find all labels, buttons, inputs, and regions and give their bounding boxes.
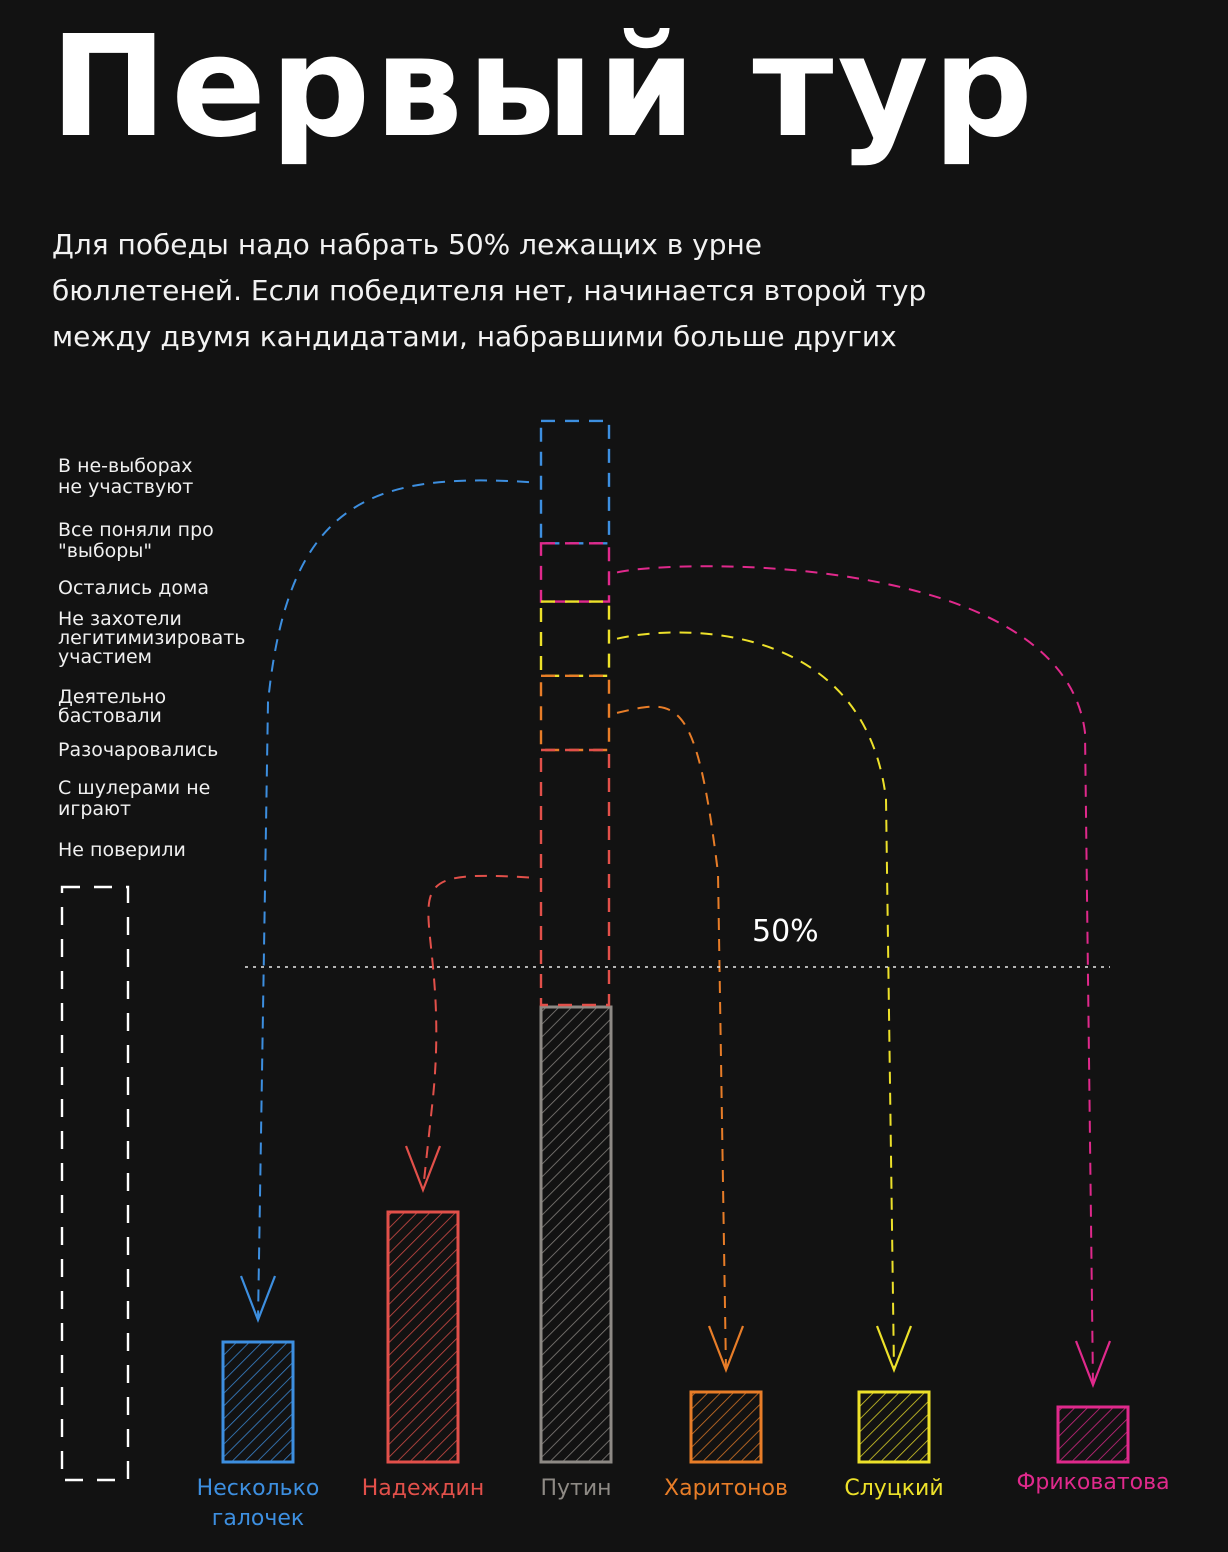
reason-item: Все поняли про "выборы" xyxy=(58,519,214,562)
stack-segment-4 xyxy=(541,676,609,750)
bar-6 xyxy=(1058,1407,1128,1462)
reason-item: Деятельно бастовали xyxy=(58,686,167,727)
flow-arrow-5 xyxy=(423,876,529,1190)
reason-item: С шулерами не играют xyxy=(58,777,211,820)
reason-item: Не захотели легитимизировать участием xyxy=(58,608,246,668)
bar-1 xyxy=(223,1342,293,1462)
stack-segment-3 xyxy=(541,602,609,676)
x-label-4: Харитонов xyxy=(664,1476,788,1501)
flow-arrow-5-head xyxy=(406,1146,440,1190)
bar-5 xyxy=(859,1392,929,1462)
x-label-3: Путин xyxy=(540,1476,612,1501)
bar-2 xyxy=(388,1212,458,1462)
x-label-1: Несколько галочек xyxy=(196,1476,320,1531)
stack-segment-1 xyxy=(541,421,609,543)
x-label-6: Фриковатова xyxy=(1016,1470,1170,1495)
reason-item: Остались дома xyxy=(58,577,210,599)
stack-segment-2 xyxy=(541,543,609,601)
x-label-2: Надеждин xyxy=(361,1476,485,1501)
subtitle-line: Для победы надо набрать 50% лежащих в урне xyxy=(52,228,763,261)
flow-arrow-1 xyxy=(258,480,529,1320)
flow-arrow-2 xyxy=(617,566,1093,1385)
reason-item: Не поверили xyxy=(58,839,186,861)
subtitle-line: между двумя кандидатами, набравшими больше других xyxy=(52,320,897,353)
reason-item: Разочаровались xyxy=(58,739,219,761)
x-label-5: Слуцкий xyxy=(844,1476,944,1501)
flow-arrow-4 xyxy=(617,707,726,1370)
flow-arrow-3 xyxy=(617,632,894,1370)
bar-4 xyxy=(691,1392,761,1462)
page-title: Первый тур xyxy=(50,6,1037,169)
reason-item: В не-выборах не участвуют xyxy=(58,455,194,498)
abstainers-bar xyxy=(62,887,128,1480)
threshold-label: 50% xyxy=(752,914,819,949)
bar-3 xyxy=(541,1007,611,1462)
subtitle-line: бюллетеней. Если победителя нет, начинается второй тур xyxy=(52,274,927,307)
